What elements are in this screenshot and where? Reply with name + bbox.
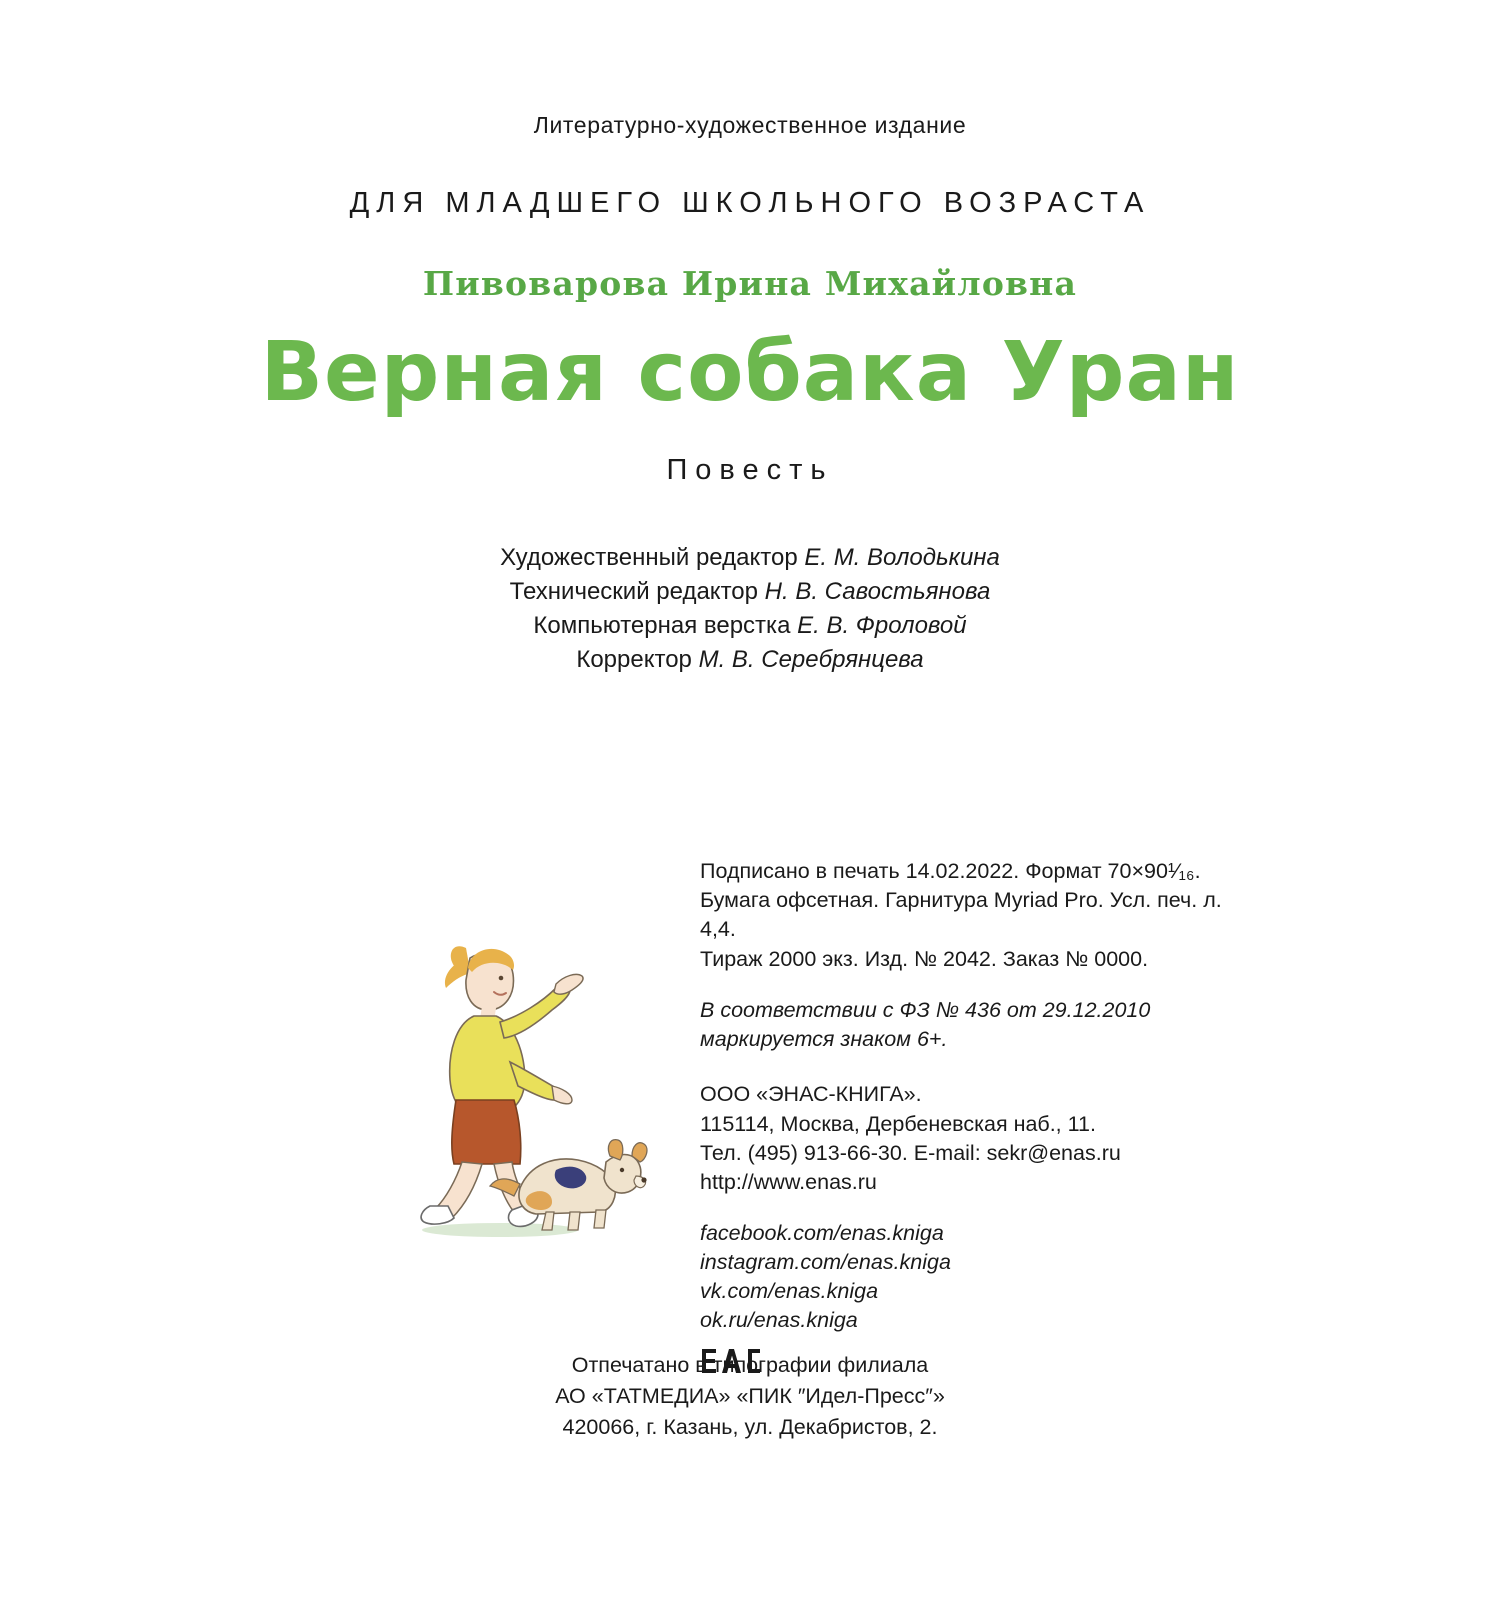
- credit-role: Компьютерная верстка: [533, 612, 791, 640]
- colophon: [700, 857, 1260, 1387]
- credit-role: Корректор: [576, 646, 692, 674]
- credit-row: [0, 541, 1500, 575]
- credit-role: Художественный редактор: [500, 544, 798, 571]
- credits-list: [0, 541, 1500, 677]
- book-title: Верная собака Уран: [260, 325, 1240, 420]
- edition-kind: Литературно-художественное издание: [533, 112, 967, 138]
- middle-section: [0, 837, 1500, 1332]
- credit-row: [0, 643, 1500, 677]
- print-info-line: Подписано в печать 14.02.2022. Формат 70×90¹⁄₁₆.: [700, 859, 1201, 883]
- ok-link[interactable]: ok.ru/enas.kniga: [700, 1307, 858, 1332]
- instagram-link[interactable]: instagram.com/enas.kniga: [700, 1250, 951, 1275]
- publisher-block: [700, 1080, 1260, 1197]
- genre-label: Повесть: [666, 454, 834, 486]
- print-info-block: [700, 857, 1260, 974]
- facebook-link[interactable]: facebook.com/enas.kniga: [700, 1221, 944, 1246]
- publisher-name: ООО «ЭНАС-КНИГА».: [700, 1082, 922, 1107]
- credit-person: Н. В. Савостьянова: [764, 578, 991, 606]
- social-links: [700, 1219, 1260, 1334]
- girl-with-dog-illustration: [370, 912, 670, 1252]
- printing-house-line: АО «ТАТМЕДИА» «ПИК ″Идел-Пресс″»: [555, 1384, 945, 1409]
- imprint-page: [0, 112, 1500, 1612]
- law-notice-block: [700, 996, 1260, 1054]
- publisher-address: 115114, Москва, Дербеневская наб., 11.: [700, 1111, 1096, 1136]
- vk-link[interactable]: vk.com/enas.kniga: [700, 1278, 879, 1303]
- law-notice-line: маркируется знаком 6+.: [700, 1027, 948, 1052]
- law-notice-line: В соответствии с ФЗ № 436 от 29.12.2010: [700, 997, 1151, 1022]
- printing-house-line: 420066, г. Казань, ул. Декабристов, 2.: [562, 1415, 938, 1440]
- credit-person: Е. В. Фроловой: [797, 612, 967, 640]
- credit-person: М. В. Серебрянцева: [698, 646, 924, 674]
- author-name: Пивоварова Ирина Михайловна: [422, 264, 1078, 303]
- credit-role: Технический редактор: [509, 578, 758, 606]
- credit-row: [0, 575, 1500, 609]
- publisher-website[interactable]: http://www.enas.ru: [700, 1170, 877, 1195]
- publisher-contact: Тел. (495) 913-66-30. E-mail: sekr@enas.ru: [700, 1140, 1121, 1165]
- print-info-line: Тираж 2000 экз. Изд. № 2042. Заказ № 0000.: [700, 946, 1149, 971]
- print-info-line: Бумага офсетная. Гарнитура Myriad Pro. Усл. печ. л. 4,4.: [700, 888, 1222, 942]
- printing-house-block: [0, 1350, 1500, 1444]
- credit-person: Е. М. Володькина: [804, 544, 1000, 571]
- printing-house-line: Отпечатано в типографии филиала: [571, 1353, 929, 1377]
- credit-row: [0, 609, 1500, 643]
- age-group-label: ДЛЯ МЛАДШЕГО ШКОЛЬНОГО ВОЗРАСТА: [349, 187, 1151, 219]
